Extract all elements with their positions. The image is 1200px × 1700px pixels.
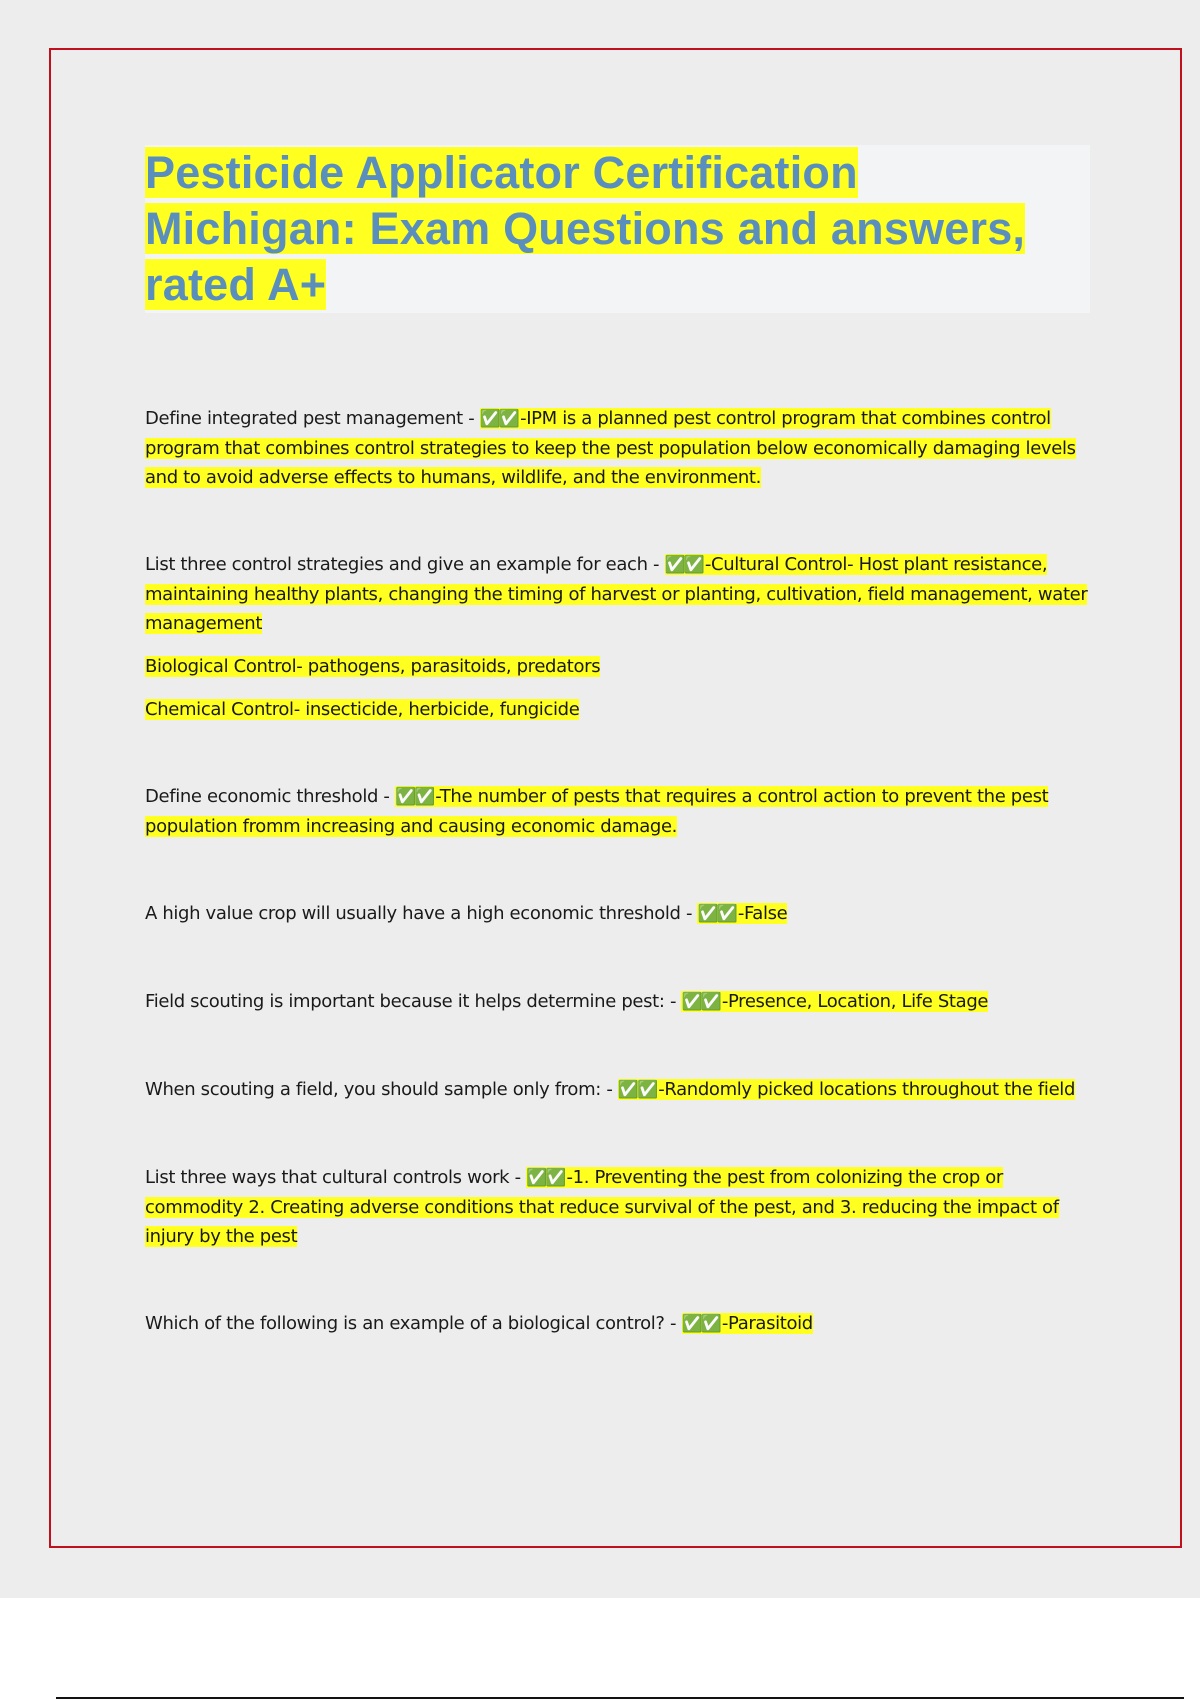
answer-text: -IPM is a planned pest control program that combines control program that combines control strategies to keep the pest population below economically damaging levels and to avoid adverse effects to humans, wildlife, and the environment. xyxy=(145,408,1076,488)
title-line: Michigan: Exam Questions and answers, xyxy=(145,203,1026,254)
check-mark-icon: ✅✅ xyxy=(479,409,519,429)
answer-highlight xyxy=(618,1079,1075,1100)
question-text: Define economic threshold - xyxy=(145,786,395,807)
qa-item xyxy=(145,899,1095,929)
title-block xyxy=(145,145,1090,313)
answer-text: -Randomly picked locations throughout the field xyxy=(658,1079,1076,1100)
check-mark-icon: ✅✅ xyxy=(394,787,434,807)
check-mark-icon: ✅✅ xyxy=(681,992,720,1012)
answer-highlight xyxy=(697,903,787,924)
answer-extra-line xyxy=(145,652,1095,681)
check-mark-icon: ✅✅ xyxy=(681,1314,720,1334)
qa-item xyxy=(145,1075,1095,1105)
answer-text: -False xyxy=(737,903,788,924)
answer-text: -The number of pests that requires a control action to prevent the pest population fromm increasing and causing economic damage. xyxy=(145,786,1049,837)
title-line: rated A+ xyxy=(145,259,327,310)
check-mark-icon: ✅✅ xyxy=(664,555,703,575)
title-line: Pesticide Applicator Certification xyxy=(145,147,858,198)
page-title xyxy=(145,145,1090,313)
answer-extra-text: Biological Control- pathogens, parasitoids, predators xyxy=(145,656,601,677)
answer-text: -Presence, Location, Life Stage xyxy=(721,991,989,1012)
question-text: List three ways that cultural controls work - xyxy=(145,1167,527,1188)
bottom-divider xyxy=(56,1697,1184,1699)
qa-item xyxy=(145,782,1095,841)
check-mark-icon: ✅✅ xyxy=(526,1168,565,1188)
qa-item xyxy=(145,1163,1095,1251)
question-text: Define integrated pest management - xyxy=(145,408,480,429)
answer-extra-text: Chemical Control- insecticide, herbicide, fungicide xyxy=(145,699,580,720)
question-text: List three control strategies and give an example for each - xyxy=(145,554,665,575)
answer-extra-line xyxy=(145,695,1095,724)
qa-item xyxy=(145,987,1095,1017)
qa-item xyxy=(145,404,1095,492)
qa-item xyxy=(145,550,1095,638)
answer-text: -Cultural Control- Host plant resistance, maintaining healthy plants, changing the timing of harvest or planting, cultivation, field management, water management xyxy=(145,554,1088,634)
check-mark-icon: ✅✅ xyxy=(617,1080,657,1100)
question-text: When scouting a field, you should sample only from: - xyxy=(145,1079,618,1100)
check-mark-icon: ✅✅ xyxy=(697,904,736,924)
answer-text: -1. Preventing the pest from colonizing the crop or commodity 2. Creating adverse conditions that reduce survival of the pest, and 3. reducing the impact of injury by the pest xyxy=(145,1167,1059,1247)
answer-highlight xyxy=(681,991,988,1012)
answer-highlight xyxy=(682,1313,813,1334)
qa-item xyxy=(145,1309,1095,1339)
question-text: Which of the following is an example of a biological control? - xyxy=(145,1313,682,1334)
question-text: A high value crop will usually have a high economic threshold - xyxy=(145,903,698,924)
answer-text: -Parasitoid xyxy=(721,1313,813,1334)
question-answer-list xyxy=(145,404,1095,1339)
question-text: Field scouting is important because it helps determine pest: - xyxy=(145,991,682,1012)
